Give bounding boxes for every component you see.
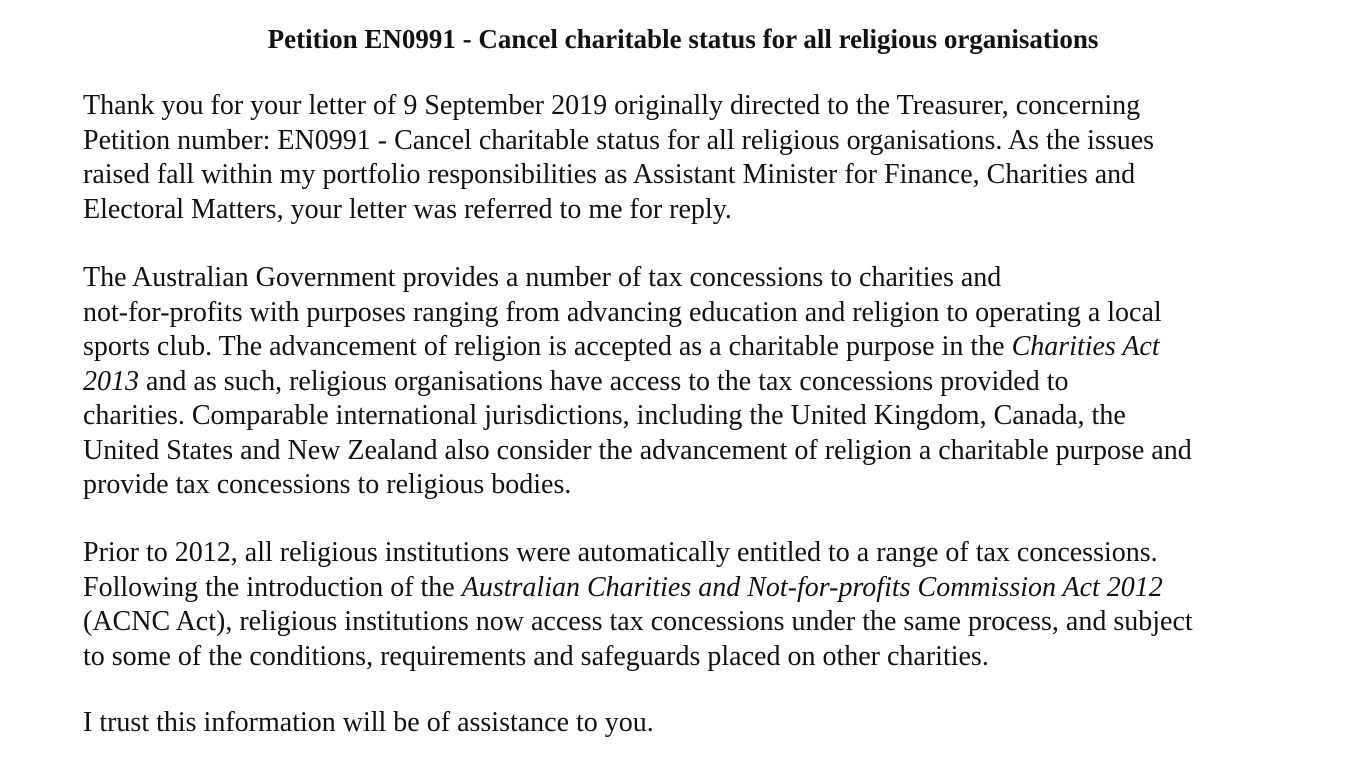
paragraph-line: Petition number: EN0991 - Cancel charitable status for all religious organisations. As the issues [83,124,1155,156]
paragraph-line: I trust this information will be of assistance to you. [83,707,654,738]
paragraph-intro [83,89,1283,227]
text-segment: Following the introduction of the [83,571,462,603]
text-segment: sports club. The advancement of religion is accepted as a charitable purpose in the [83,331,1012,362]
paragraph-acnc-act [83,536,1283,674]
text-segment: and as such, religious organisations have access to the tax concessions provided to [139,365,1069,397]
paragraph-line [83,571,1283,606]
paragraph-line: provide tax concessions to religious bodies. [83,469,572,500]
act-title-charities-act: Charities Act [1011,331,1160,362]
paragraph-closing [83,706,1283,741]
page-title: Petition EN0991 - Cancel charitable status for all religious organisations [267,24,1099,54]
paragraph-line: (ACNC Act), religious institutions now access tax concessions under the same process, and subject [83,606,1193,637]
paragraph-line: Electoral Matters, your letter was referred to me for reply. [83,193,732,225]
paragraph-line [83,365,1283,400]
paragraph-line: to some of the conditions, requirements and safeguards placed on other charities. [83,640,989,672]
paragraph-line: Prior to 2012, all religious institutions were automatically entitled to a range of tax concessions. [83,537,1158,568]
paragraph-line: raised fall within my portfolio responsibilities as Assistant Minister for Finance, Charities and [83,159,1136,190]
act-year: 2013 [83,365,139,397]
paragraph-line: The Australian Government provides a number of tax concessions to charities and [83,262,1002,293]
paragraph-line: not-for-profits with purposes ranging from advancing education and religion to operating a local [83,296,1162,328]
paragraph-tax-concessions [83,261,1283,503]
paragraph-line: charities. Comparable international jurisdictions, including the United Kingdom, Canada, the [83,400,1126,431]
paragraph-line: Thank you for your letter of 9 September 2019 originally directed to the Treasurer, concerning [83,90,1141,121]
paragraph-line [83,330,1283,365]
act-title-acnc-act: Australian Charities and Not-for-profits Commission Act 2012 [461,571,1163,603]
paragraph-line: United States and New Zealand also consider the advancement of religion a charitable purpose and [83,434,1192,466]
